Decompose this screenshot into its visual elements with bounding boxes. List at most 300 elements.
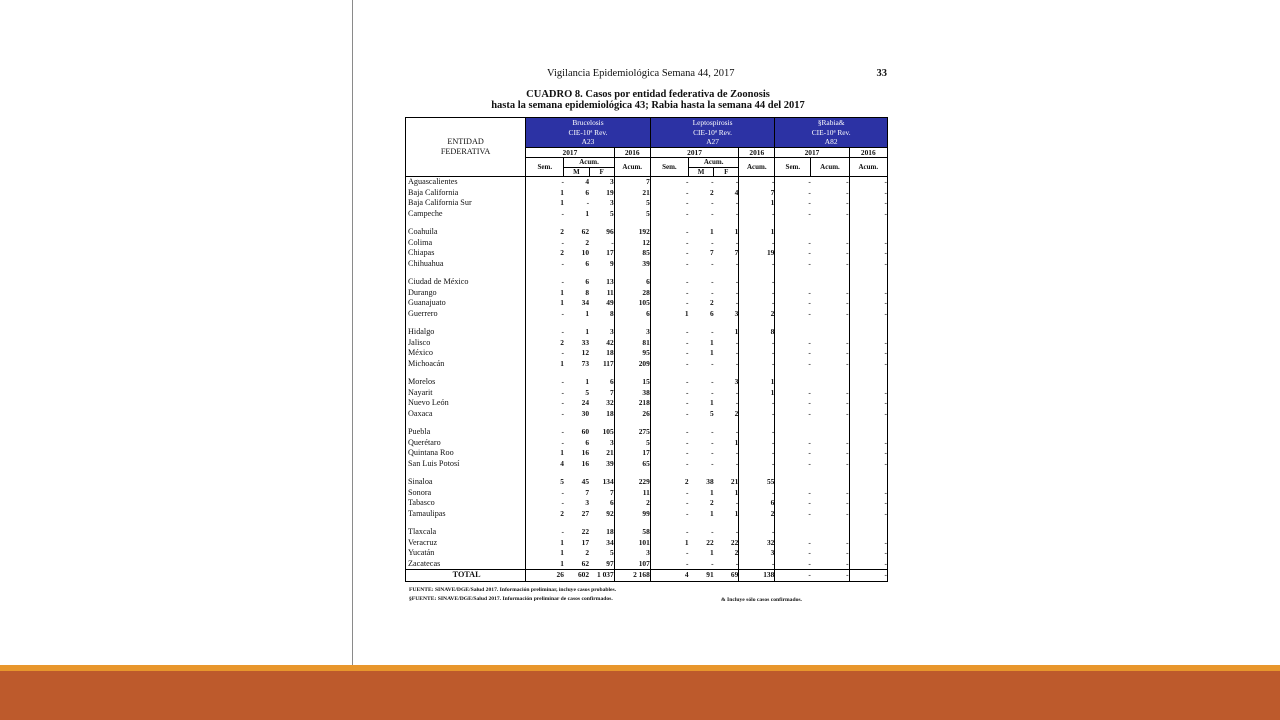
value-cell: - <box>650 227 688 238</box>
value-cell: - <box>849 359 887 370</box>
value-cell: - <box>775 398 811 409</box>
value-cell: 9 <box>609 258 614 268</box>
value-cell: - <box>846 387 849 397</box>
value-cell: - <box>711 377 714 386</box>
value-cell: 3 <box>585 498 590 507</box>
value-cell: - <box>650 198 688 209</box>
entity-name-cell: Guerrero <box>406 309 526 320</box>
value-cell: 1 <box>734 327 739 336</box>
table-row <box>406 227 888 238</box>
value-cell: - <box>775 488 811 499</box>
value-cell: 105 <box>602 427 614 436</box>
value-cell: 3 <box>734 377 739 386</box>
value-cell: 19 <box>739 248 775 259</box>
entity-name-cell: Nuevo León <box>406 398 526 409</box>
table-row <box>406 177 888 188</box>
value-cell: - <box>735 298 739 307</box>
value-cell: - <box>711 277 714 286</box>
value-cell: - <box>739 177 775 188</box>
value-cell: - <box>650 377 688 388</box>
value-cell: 6 <box>585 187 590 197</box>
value-cell: 5 <box>609 208 614 218</box>
value-cell: - <box>849 188 887 199</box>
value-cell: - <box>711 258 714 268</box>
entity-name-cell: Oaxaca <box>406 409 526 420</box>
value-cell: - <box>849 298 887 309</box>
value-cell: - <box>650 348 688 359</box>
male-header: M <box>564 168 589 177</box>
value-cell: - <box>739 427 775 438</box>
entity-name-cell: Sonora <box>406 488 526 499</box>
table-row <box>406 338 888 349</box>
value-cell: 5 <box>585 387 590 397</box>
value-cell: - <box>849 177 887 188</box>
value-cell: 34 <box>606 537 614 547</box>
value-cell: 34 <box>581 298 590 307</box>
value-cell: 3 <box>609 177 614 186</box>
value-cell <box>811 427 849 438</box>
value-cell <box>775 527 811 538</box>
table-row <box>406 327 888 338</box>
value-cell: - <box>846 208 849 218</box>
value-cell: - <box>849 559 887 570</box>
acum-header: Acum. <box>614 157 650 177</box>
table-row <box>406 409 888 420</box>
entity-name-cell: Hidalgo <box>406 327 526 338</box>
value-cell: 101 <box>614 538 650 549</box>
value-cell: - <box>526 259 564 270</box>
value-cell: 229 <box>614 477 650 488</box>
value-cell: - <box>650 438 688 449</box>
value-cell: - <box>775 559 811 570</box>
value-cell: 1 <box>526 559 564 570</box>
value-cell: - <box>735 277 739 286</box>
value-cell: - <box>846 287 849 297</box>
entity-name-cell: Colima <box>406 238 526 249</box>
value-cell: - <box>735 258 739 268</box>
value-cell: - <box>650 409 688 420</box>
value-cell: 1 <box>709 348 714 357</box>
value-cell: - <box>526 377 564 388</box>
value-cell: 8 <box>739 327 775 338</box>
value-cell: 5 <box>609 548 614 557</box>
value-cell: - <box>650 559 688 570</box>
value-cell: - <box>849 209 887 220</box>
value-cell: - <box>711 287 714 297</box>
value-cell: 1 <box>734 437 739 447</box>
value-cell: - <box>526 388 564 399</box>
acum-header: Acum. <box>564 157 614 168</box>
value-cell: - <box>735 337 739 347</box>
value-cell: 2 <box>585 237 590 247</box>
value-cell: 18 <box>606 348 614 357</box>
value-cell: - <box>739 259 775 270</box>
value-cell: 7 <box>709 248 714 257</box>
rabia-note: & Incluye sólo casos confirmados. <box>721 596 802 603</box>
value-cell: 6 <box>585 258 590 268</box>
zoonosis-table <box>405 117 888 582</box>
value-cell: - <box>849 409 887 420</box>
value-cell: - <box>846 298 849 307</box>
value-cell: 7 <box>609 387 614 397</box>
sem-header: Sem. <box>526 157 564 177</box>
value-cell: - <box>526 488 564 499</box>
value-cell: 7 <box>614 177 650 188</box>
value-cell: - <box>846 537 849 547</box>
value-cell: - <box>846 177 849 186</box>
value-cell: 2 <box>709 498 714 507</box>
value-cell: - <box>846 308 849 318</box>
value-cell: 58 <box>614 527 650 538</box>
value-cell: 1 037 <box>589 570 614 582</box>
value-cell: - <box>775 238 811 249</box>
female-header: F <box>714 168 739 177</box>
value-cell: - <box>735 237 739 247</box>
value-cell: - <box>846 558 849 568</box>
value-cell: 26 <box>526 570 564 582</box>
value-cell: - <box>846 487 849 497</box>
value-cell: 3 <box>739 548 775 559</box>
disease-code-system: CIE-10ª Rev. <box>568 127 608 137</box>
entity-name-cell: Puebla <box>406 427 526 438</box>
value-cell: - <box>650 359 688 370</box>
value-cell: - <box>849 348 887 359</box>
value-cell: - <box>526 409 564 420</box>
acum-header: Acum. <box>849 157 887 177</box>
value-cell: 2 <box>739 309 775 320</box>
value-cell: - <box>775 448 811 459</box>
table-row <box>406 359 888 370</box>
value-cell: 6 <box>585 277 590 286</box>
slide-divider-line <box>352 0 353 665</box>
table-row <box>406 488 888 499</box>
value-cell: - <box>650 509 688 520</box>
group-spacer <box>406 469 888 477</box>
table-row <box>406 248 888 259</box>
entity-name-cell: Ciudad de México <box>406 277 526 288</box>
value-cell: - <box>650 277 688 288</box>
value-cell: 19 <box>606 187 614 197</box>
value-cell: 8 <box>585 287 590 297</box>
value-cell: - <box>849 388 887 399</box>
year-2016-header: 2016 <box>614 147 650 157</box>
value-cell: 1 <box>526 198 564 209</box>
value-cell: 1 <box>734 508 739 518</box>
value-cell: 5 <box>614 209 650 220</box>
value-cell: - <box>846 508 849 518</box>
value-cell: - <box>775 248 811 259</box>
value-cell: 21 <box>730 477 739 486</box>
value-cell: - <box>739 277 775 288</box>
value-cell: 21 <box>606 448 614 457</box>
value-cell: - <box>526 177 564 188</box>
group-spacer <box>406 519 888 527</box>
value-cell: - <box>775 538 811 549</box>
value-cell: - <box>739 448 775 459</box>
value-cell: 39 <box>606 458 614 468</box>
source-note-confirmed: §FUENTE: SINAVE/DGE/Salud 2017. Información preliminar de casos confirmados. <box>409 595 613 602</box>
male-header: M <box>689 168 714 177</box>
table-row <box>406 448 888 459</box>
entity-name-cell: Guanajuato <box>406 298 526 309</box>
value-cell: - <box>846 437 849 447</box>
value-cell: - <box>711 387 714 397</box>
value-cell: - <box>775 188 811 199</box>
value-cell: - <box>711 437 714 447</box>
value-cell: 1 <box>585 308 590 318</box>
value-cell: 73 <box>581 358 590 368</box>
value-cell: 1 <box>709 398 714 407</box>
value-cell: 6 <box>614 309 650 320</box>
value-cell: - <box>650 527 688 538</box>
value-cell: 39 <box>614 259 650 270</box>
value-cell <box>811 227 849 238</box>
value-cell: - <box>711 177 714 186</box>
entity-name-cell: Campeche <box>406 209 526 220</box>
value-cell <box>811 277 849 288</box>
value-cell: - <box>775 209 811 220</box>
value-cell: 38 <box>614 388 650 399</box>
value-cell: 1 <box>526 548 564 559</box>
value-cell: 1 <box>709 487 714 497</box>
header-title: Vigilancia Epidemiológica Semana 44, 2017 <box>547 68 735 79</box>
document-page <box>405 68 891 609</box>
brucelosis-header <box>526 118 651 148</box>
value-cell: 21 <box>614 188 650 199</box>
table-row <box>406 509 888 520</box>
value-cell: 1 <box>526 359 564 370</box>
footer-band <box>0 671 1280 720</box>
value-cell: - <box>526 438 564 449</box>
value-cell: 11 <box>606 287 614 297</box>
value-cell: - <box>849 288 887 299</box>
value-cell: - <box>739 238 775 249</box>
value-cell: 2 <box>526 248 564 259</box>
value-cell: - <box>650 498 688 509</box>
caption-line-2: hasta la semana epidemiológica 43; Rabia hasta la semana 44 del 2017 <box>491 100 805 111</box>
value-cell: - <box>775 459 811 470</box>
value-cell: 32 <box>739 538 775 549</box>
value-cell: 8 <box>609 308 614 318</box>
value-cell: - <box>846 498 849 507</box>
value-cell: - <box>775 298 811 309</box>
value-cell: - <box>846 548 849 557</box>
value-cell <box>775 477 811 488</box>
entity-name-cell: Durango <box>406 288 526 299</box>
value-cell: - <box>650 209 688 220</box>
value-cell: 1 <box>526 448 564 459</box>
value-cell: - <box>849 438 887 449</box>
value-cell: 91 <box>689 570 714 582</box>
value-cell <box>775 227 811 238</box>
value-cell: 218 <box>614 398 650 409</box>
value-cell: 18 <box>606 527 614 536</box>
entity-name-cell: Querétaro <box>406 438 526 449</box>
value-cell: 2 <box>614 498 650 509</box>
value-cell: 1 <box>734 487 739 497</box>
value-cell <box>811 377 849 388</box>
value-cell: 3 <box>614 327 650 338</box>
value-cell: 2 <box>650 477 688 488</box>
value-cell: 117 <box>602 358 614 368</box>
disease-code: A27 <box>706 137 719 146</box>
value-cell: - <box>849 198 887 209</box>
value-cell: 49 <box>606 298 614 307</box>
value-cell: - <box>846 348 849 357</box>
value-cell: - <box>739 359 775 370</box>
value-cell: - <box>526 327 564 338</box>
value-cell: 5 <box>614 438 650 449</box>
value-cell: 3 <box>614 548 650 559</box>
value-cell: - <box>526 309 564 320</box>
value-cell: 2 <box>739 509 775 520</box>
value-cell: - <box>739 459 775 470</box>
value-cell <box>849 327 887 338</box>
table-row <box>406 238 888 249</box>
entity-name-cell: Aguascalientes <box>406 177 526 188</box>
value-cell: - <box>650 259 688 270</box>
acum-header: Acum. <box>689 157 739 168</box>
entity-name-cell: México <box>406 348 526 359</box>
value-cell: - <box>775 548 811 559</box>
table-row <box>406 538 888 549</box>
value-cell: 3 <box>734 308 739 318</box>
value-cell: 6 <box>739 498 775 509</box>
value-cell: - <box>739 559 775 570</box>
value-cell: - <box>586 198 590 207</box>
value-cell: 95 <box>614 348 650 359</box>
value-cell: - <box>775 409 811 420</box>
value-cell: - <box>846 248 849 257</box>
value-cell: 4 <box>526 459 564 470</box>
value-cell: 6 <box>609 377 614 386</box>
value-cell: - <box>711 327 714 336</box>
value-cell: 3 <box>609 198 614 207</box>
value-cell: - <box>526 527 564 538</box>
value-cell: 17 <box>581 537 590 547</box>
value-cell: - <box>711 198 714 207</box>
value-cell: 1 <box>585 327 590 336</box>
table-notes <box>405 585 891 609</box>
caption-line-1: CUADRO 8. Casos por entidad federativa de Zoonosis <box>526 89 770 100</box>
value-cell: 4 <box>585 177 590 186</box>
table-caption <box>405 89 891 111</box>
value-cell: - <box>526 348 564 359</box>
value-cell: 22 <box>730 537 739 547</box>
value-cell: - <box>735 558 739 568</box>
table-row <box>406 259 888 270</box>
group-spacer <box>406 269 888 277</box>
value-cell: - <box>739 298 775 309</box>
value-cell: 81 <box>614 338 650 349</box>
value-cell: - <box>711 448 714 457</box>
table-row <box>406 498 888 509</box>
value-cell: - <box>849 309 887 320</box>
value-cell: - <box>650 459 688 470</box>
value-cell: - <box>739 288 775 299</box>
value-cell: - <box>846 187 849 197</box>
value-cell: - <box>526 427 564 438</box>
table-row <box>406 309 888 320</box>
value-cell: - <box>611 237 614 247</box>
value-cell: 15 <box>614 377 650 388</box>
value-cell: 6 <box>585 437 590 447</box>
value-cell: - <box>739 438 775 449</box>
value-cell: 62 <box>581 558 590 568</box>
value-cell: 1 <box>739 227 775 238</box>
table-row <box>406 277 888 288</box>
disease-code-system: CIE-10ª Rev. <box>693 127 733 137</box>
entity-name-cell: Coahuila <box>406 227 526 238</box>
value-cell: - <box>735 208 739 218</box>
value-cell: - <box>849 498 887 509</box>
entity-name-cell: Tabasco <box>406 498 526 509</box>
value-cell: 42 <box>606 337 614 347</box>
value-cell: 1 <box>739 377 775 388</box>
value-cell: - <box>526 238 564 249</box>
table-row <box>406 548 888 559</box>
disease-name: Leptospirosis <box>692 118 733 127</box>
value-cell: 1 <box>526 538 564 549</box>
year-2017-header: 2017 <box>526 147 614 157</box>
value-cell: 2 <box>709 298 714 307</box>
entity-name-cell: Tlaxcala <box>406 527 526 538</box>
table-row <box>406 209 888 220</box>
value-cell <box>849 427 887 438</box>
value-cell: - <box>849 248 887 259</box>
table-row <box>406 298 888 309</box>
entity-name-cell: Tamaulipas <box>406 509 526 520</box>
value-cell: 10 <box>581 248 590 257</box>
group-spacer <box>406 419 888 427</box>
value-cell: 134 <box>602 477 614 486</box>
value-cell: 2 <box>709 187 714 197</box>
page-header <box>405 68 891 82</box>
female-header: F <box>589 168 614 177</box>
acum-header: Acum. <box>811 157 849 177</box>
value-cell: 2 <box>526 509 564 520</box>
value-cell: - <box>735 427 739 436</box>
entity-header <box>406 118 526 177</box>
value-cell: 1 <box>734 227 739 236</box>
value-cell: 97 <box>606 558 614 568</box>
value-cell: - <box>711 558 714 568</box>
value-cell <box>775 377 811 388</box>
value-cell: 5 <box>526 477 564 488</box>
value-cell: 22 <box>581 527 590 536</box>
entity-name-cell: Quintana Roo <box>406 448 526 459</box>
value-cell: 1 <box>526 288 564 299</box>
table-body <box>406 177 888 582</box>
value-cell: 7 <box>609 487 614 497</box>
value-cell: 60 <box>581 427 590 436</box>
entity-name-cell: Sinaloa <box>406 477 526 488</box>
table-row <box>406 388 888 399</box>
value-cell: 1 <box>650 538 688 549</box>
value-cell <box>849 227 887 238</box>
value-cell: 11 <box>614 488 650 499</box>
group-spacer <box>406 369 888 377</box>
entity-header-line-1: ENTIDAD <box>447 137 484 146</box>
value-cell: - <box>735 358 739 368</box>
value-cell: 209 <box>614 359 650 370</box>
entity-name-cell: TOTAL <box>406 570 526 582</box>
entity-name-cell: Veracruz <box>406 538 526 549</box>
entity-name-cell: Chihuahua <box>406 259 526 270</box>
entity-name-cell: San Luis Potosí <box>406 459 526 470</box>
value-cell: 1 <box>526 298 564 309</box>
value-cell: 107 <box>614 559 650 570</box>
